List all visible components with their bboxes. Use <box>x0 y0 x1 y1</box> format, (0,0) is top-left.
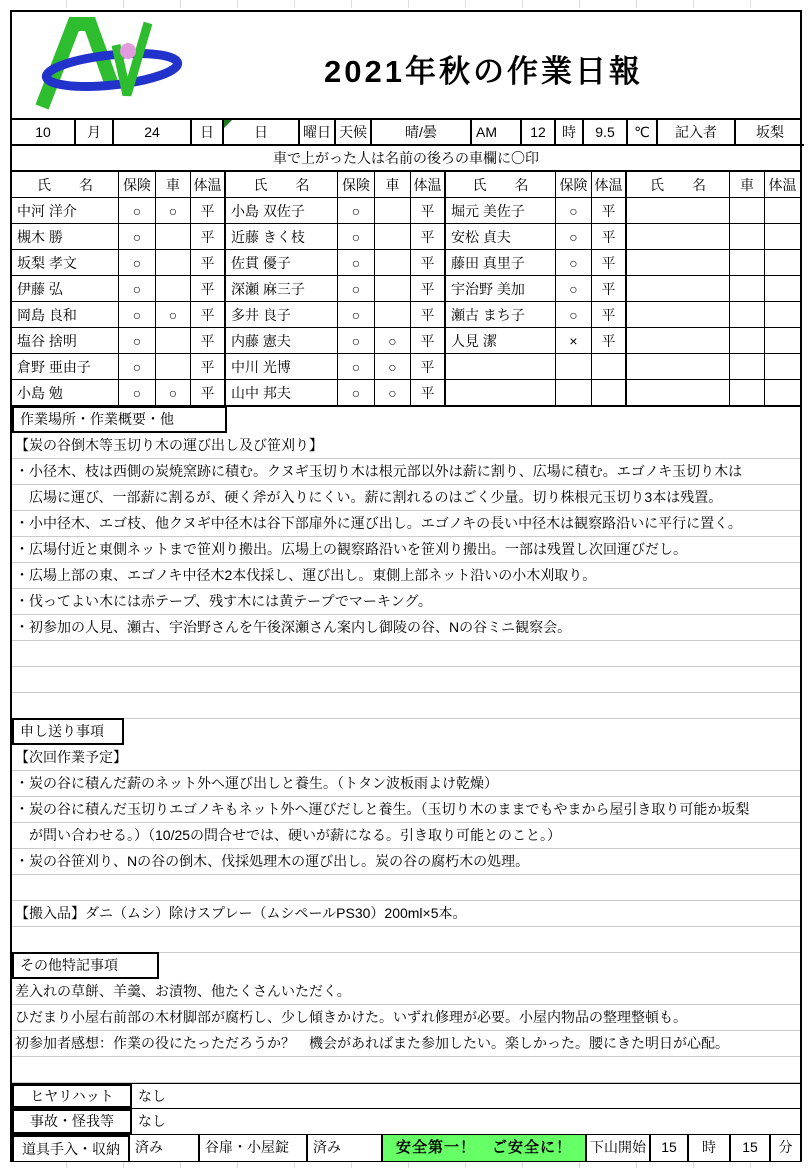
roster-car-cell <box>156 276 191 302</box>
roster-name-cell: 伊藤 弘 <box>12 276 119 302</box>
near-miss-value: なし <box>138 1088 166 1104</box>
roster-insurance-cell: ○ <box>556 276 592 302</box>
work-section-label: 作業場所・作業概要・他 <box>12 406 227 433</box>
roster-header-name: 氏 名 <box>627 172 730 198</box>
cell-corner-flag-icon <box>224 120 232 128</box>
page-title: 2021年秋の作業日報 <box>324 54 643 89</box>
roster-row <box>12 354 800 380</box>
roster-car-cell <box>375 302 411 328</box>
roster-temp-cell: 平 <box>191 302 226 328</box>
roster-name-cell: 人見 潔 <box>446 328 556 354</box>
roster-temp-cell: 平 <box>191 354 226 380</box>
roster-car-cell <box>156 250 191 276</box>
month-value-cell: 10 <box>12 120 76 146</box>
roster-car-cell <box>375 276 411 302</box>
roster-name-cell: 倉野 亜由子 <box>12 354 119 380</box>
roster-insurance-cell: ○ <box>119 302 156 328</box>
roster-name-cell <box>627 250 730 276</box>
roster-name-cell <box>627 354 730 380</box>
handover-text-line: 【次回作業予定】 <box>12 745 800 771</box>
other-text-line: ひだまり小屋右前部の木材脚部が腐朽し、少し傾きかけた。いずれ修理が必要。小屋内物品の整理整頓も。 <box>12 1005 800 1031</box>
roster-name-cell <box>627 328 730 354</box>
roster-temp-cell <box>765 224 800 250</box>
roster-header-car: 車 <box>730 172 765 198</box>
work-text-line: ・広場上部の東、エゴノキ中径木2本伐採し、運び出し。東側上部ネット沿いの小木刈取り。 <box>12 563 800 589</box>
roster-car-cell <box>156 328 191 354</box>
roster-temp-cell <box>765 250 800 276</box>
roster-insurance-cell: × <box>556 328 592 354</box>
grid-ticks-bottom <box>10 1162 802 1168</box>
roster-car-cell <box>730 250 765 276</box>
roster-name-cell: 藤田 真里子 <box>446 250 556 276</box>
other-text-line: 差入れの草餅、羊羹、お漬物、他たくさんいただく。 <box>12 979 800 1005</box>
roster-name-cell: 槻木 勝 <box>12 224 119 250</box>
handover-section-label: 申し送り事項 <box>12 718 124 745</box>
roster-header-insurance: 保険 <box>119 172 156 198</box>
roster-name-cell <box>446 354 556 380</box>
roster-car-cell <box>375 250 411 276</box>
descend-minute-value: 15 <box>731 1135 771 1161</box>
roster-temp-cell: 平 <box>411 302 446 328</box>
roster-name-cell: 佐貫 優子 <box>226 250 338 276</box>
roster-insurance-cell: ○ <box>119 224 156 250</box>
handover-section-body <box>12 745 800 953</box>
roster-car-cell: ○ <box>375 328 411 354</box>
roster-car-cell: ○ <box>375 354 411 380</box>
roster-temp-cell: 平 <box>411 328 446 354</box>
tool-care-label: 道具手入・収納 <box>12 1135 130 1161</box>
roster-insurance-cell: ○ <box>338 250 375 276</box>
roster-header-insurance: 保険 <box>338 172 375 198</box>
weekday-value-cell <box>224 120 300 146</box>
work-text-line: ・小径木、枝は西側の炭焼窯跡に積む。クヌギ玉切り木は根元部以外は薪に割り、広場に積む。エゴノキ玉切り木は <box>12 459 800 485</box>
roster-insurance-cell <box>556 354 592 380</box>
roster-insurance-cell: ○ <box>338 302 375 328</box>
roster-name-cell: 中河 洋介 <box>12 198 119 224</box>
roster-name-cell: 小島 双佐子 <box>226 198 338 224</box>
roster-car-cell: ○ <box>156 380 191 407</box>
roster-name-cell <box>627 198 730 224</box>
roster-temp-cell <box>765 380 800 407</box>
grid-ticks-top <box>10 0 802 8</box>
work-section-header <box>12 407 800 433</box>
work-text-line: ・初参加の人見、瀬古、宇治野さんを午後深瀬さん案内し御陵の谷、Nの谷ミニ観察会。 <box>12 615 800 641</box>
roster-insurance-cell: ○ <box>338 328 375 354</box>
roster-temp-cell: 平 <box>411 224 446 250</box>
roster-name-cell <box>627 276 730 302</box>
roster-car-cell <box>156 354 191 380</box>
bottom-status-row <box>12 1135 800 1161</box>
roster-name-cell: 堀元 美佐子 <box>446 198 556 224</box>
roster-header-name: 氏 名 <box>12 172 119 198</box>
handover-text-line <box>12 875 800 901</box>
handover-text-line: ・炭の谷笹刈り、Nの谷の倒木、伐採処理木の運び出し。炭の谷の腐朽木の処理。 <box>12 849 800 875</box>
roster-insurance-cell <box>556 380 592 407</box>
work-text-line <box>12 693 800 719</box>
roster-car-cell <box>730 276 765 302</box>
roster-temp-cell: 平 <box>191 328 226 354</box>
weather-value-cell: 晴/曇 <box>372 120 472 146</box>
roster-temp-cell: 平 <box>592 250 627 276</box>
roster-car-cell <box>730 224 765 250</box>
hour-value-cell: 12 <box>522 120 556 146</box>
roster-name-cell: 岡島 良和 <box>12 302 119 328</box>
roster-insurance-cell: ○ <box>119 276 156 302</box>
roster-name-cell: 坂梨 孝文 <box>12 250 119 276</box>
roster-insurance-cell: ○ <box>556 250 592 276</box>
month-label-cell: 月 <box>76 120 114 146</box>
roster-name-cell: 内藤 憲夫 <box>226 328 338 354</box>
roster-car-cell <box>730 328 765 354</box>
handover-section-header <box>12 719 800 745</box>
roster-row <box>12 250 800 276</box>
ampm-cell: AM <box>472 120 522 146</box>
roster-row <box>12 224 800 250</box>
work-text-line <box>12 667 800 693</box>
gate-lock-value: 済み <box>308 1135 383 1161</box>
work-text-line <box>12 641 800 667</box>
day-value-cell: 24 <box>114 120 192 146</box>
roster-temp-cell: 平 <box>411 250 446 276</box>
date-row <box>12 120 804 146</box>
roster-temp-cell <box>765 302 800 328</box>
roster-insurance-cell: ○ <box>119 380 156 407</box>
temperature-unit-cell: ℃ <box>628 120 658 146</box>
roster-insurance-cell: ○ <box>556 302 592 328</box>
roster-temp-cell <box>765 198 800 224</box>
roster-table <box>12 172 800 407</box>
roster-temp-cell: 平 <box>592 276 627 302</box>
handover-text-line: ・炭の谷に積んだ薪のネット外へ運び出しと養生。（トタン波板雨よけ乾燥） <box>12 771 800 797</box>
roster-header-insurance: 保険 <box>556 172 592 198</box>
roster-name-cell: 深瀬 麻三子 <box>226 276 338 302</box>
roster-temp-cell <box>592 380 627 407</box>
recorder-value-cell: 坂梨 <box>736 120 804 146</box>
org-logo <box>28 15 203 113</box>
handover-text-line: 【搬入品】ダニ（ムシ）除けスプレー（ムシペールPS30）200ml×5本。 <box>12 901 800 927</box>
roster-temp-cell: 平 <box>191 224 226 250</box>
roster-name-cell: 塩谷 捨明 <box>12 328 119 354</box>
roster-header-temp: 体温 <box>411 172 446 198</box>
roster-car-cell <box>730 198 765 224</box>
roster-car-cell: ○ <box>375 380 411 407</box>
accident-row <box>12 1109 800 1135</box>
work-text-line: 【炭の谷倒木等玉切り木の運び出し及び笹刈り】 <box>12 433 800 459</box>
handover-text-line: が問い合わせる。）（10/25の問合せでは、硬いが薪になる。引き取り可能とのこと。） <box>12 823 800 849</box>
accident-label: 事故・怪我等 <box>12 1109 132 1134</box>
roster-header-row <box>12 172 800 198</box>
work-text-line: ・小中径木、エゴ枝、他クヌギ中径木は谷下部扉外に運び出し。エゴノキの長い中径木は観察路沿いに平行に置く。 <box>12 511 800 537</box>
roster-insurance-cell: ○ <box>119 328 156 354</box>
report-frame <box>10 10 802 1163</box>
roster-car-cell: ○ <box>156 198 191 224</box>
weekday-label-cell: 曜日 <box>300 120 336 146</box>
report-header <box>12 12 800 120</box>
hour-label-cell: 時 <box>556 120 584 146</box>
weather-label-cell: 天候 <box>336 120 372 146</box>
roster-row <box>12 198 800 224</box>
roster-header-temp: 体温 <box>765 172 800 198</box>
roster-insurance-cell: ○ <box>119 198 156 224</box>
roster-temp-cell: 平 <box>592 198 627 224</box>
roster-insurance-cell: ○ <box>556 224 592 250</box>
roster-name-cell: 山中 邦夫 <box>226 380 338 407</box>
roster-car-cell <box>375 198 411 224</box>
roster-temp-cell: 平 <box>411 276 446 302</box>
roster-name-cell <box>627 224 730 250</box>
handover-text-line: ・炭の谷に積んだ玉切りエゴノキもネット外へ運びだしと養生。（玉切り木のままでもやまから屋引き取り可能か坂梨 <box>12 797 800 823</box>
roster-temp-cell <box>765 354 800 380</box>
work-section-body <box>12 433 800 719</box>
descend-hour-unit: 時 <box>689 1135 731 1161</box>
safety-banner: 安全第一！ ご安全に！ <box>383 1135 587 1161</box>
roster-name-cell <box>627 380 730 407</box>
roster-temp-cell: 平 <box>592 302 627 328</box>
roster-car-cell <box>730 380 765 407</box>
tool-care-value: 済み <box>130 1135 200 1161</box>
roster-header-name: 氏 名 <box>446 172 556 198</box>
near-miss-row <box>12 1083 800 1109</box>
roster-name-cell: 中川 光博 <box>226 354 338 380</box>
other-section-label: その他特記事項 <box>12 952 159 979</box>
roster-name-cell: 小島 勉 <box>12 380 119 407</box>
roster-header-car: 車 <box>375 172 411 198</box>
day-label-cell: 日 <box>192 120 224 146</box>
accident-value: なし <box>138 1113 166 1129</box>
roster-temp-cell: 平 <box>411 354 446 380</box>
other-section-header <box>12 953 800 979</box>
roster-name-cell: 宇治野 美加 <box>446 276 556 302</box>
roster-insurance-cell: ○ <box>338 276 375 302</box>
roster-name-cell: 瀬古 まち子 <box>446 302 556 328</box>
work-text-line: ・伐ってよい木には赤テープ、残す木には黄テープでマーキング。 <box>12 589 800 615</box>
roster-temp-cell: 平 <box>191 250 226 276</box>
roster-car-cell <box>730 354 765 380</box>
weekday-value: 日 <box>254 124 268 140</box>
descend-minute-unit: 分 <box>778 1139 793 1155</box>
handover-text-line <box>12 927 800 953</box>
other-text-line: 初参加者感想：作業の役にたっただろうか？ 機会があればまた参加したい。楽しかった。腰にきた明日が心配。 <box>12 1031 800 1057</box>
roster-name-cell <box>446 380 556 407</box>
near-miss-label: ヒヤリハット <box>12 1084 132 1108</box>
roster-insurance-cell: ○ <box>338 354 375 380</box>
roster-insurance-cell: ○ <box>119 354 156 380</box>
roster-insurance-cell: ○ <box>119 250 156 276</box>
logo-pink-dot <box>120 43 136 59</box>
roster-temp-cell: 平 <box>411 198 446 224</box>
descend-start-label: 下山開始 <box>587 1135 651 1161</box>
roster-insurance-cell: ○ <box>338 198 375 224</box>
car-mark-note: 車で上がった人は名前の後ろの車欄に〇印 <box>12 146 800 172</box>
roster-row <box>12 276 800 302</box>
gate-lock-label: 谷扉・小屋錠 <box>200 1135 308 1161</box>
work-text-line: ・広場付近と東側ネットまで笹刈り搬出。広場上の観察路沿いを笹刈り搬出。一部は残置し次回運びだし。 <box>12 537 800 563</box>
recorder-label-cell: 記入者 <box>658 120 736 146</box>
roster-temp-cell: 平 <box>592 224 627 250</box>
descend-hour-value: 15 <box>651 1135 689 1161</box>
roster-car-cell: ○ <box>156 302 191 328</box>
roster-temp-cell: 平 <box>592 328 627 354</box>
roster-header-name: 氏 名 <box>226 172 338 198</box>
roster-header-car: 車 <box>156 172 191 198</box>
roster-name-cell <box>627 302 730 328</box>
roster-temp-cell: 平 <box>191 198 226 224</box>
roster-header-temp: 体温 <box>191 172 226 198</box>
roster-temp-cell <box>765 328 800 354</box>
other-text-line <box>12 1057 800 1083</box>
work-text-line: 広場に運び、一部薪に割るが、硬く斧が入りにくい。薪に割れるのはごく少量。切り株根元玉切り3本は残置。 <box>12 485 800 511</box>
roster-name-cell: 多井 良子 <box>226 302 338 328</box>
roster-temp-cell <box>765 276 800 302</box>
roster-header-temp: 体温 <box>592 172 627 198</box>
roster-temp-cell <box>592 354 627 380</box>
roster-temp-cell: 平 <box>191 276 226 302</box>
roster-row <box>12 328 800 354</box>
roster-row <box>12 302 800 328</box>
other-section-body <box>12 979 800 1083</box>
roster-insurance-cell: ○ <box>338 380 375 407</box>
roster-car-cell <box>156 224 191 250</box>
temperature-value-cell: 9.5 <box>584 120 628 146</box>
roster-temp-cell: 平 <box>411 380 446 407</box>
roster-temp-cell: 平 <box>191 380 226 407</box>
roster-car-cell <box>375 224 411 250</box>
roster-insurance-cell: ○ <box>556 198 592 224</box>
roster-row <box>12 380 800 407</box>
roster-name-cell: 安松 貞夫 <box>446 224 556 250</box>
roster-name-cell: 近藤 きく枝 <box>226 224 338 250</box>
roster-insurance-cell: ○ <box>338 224 375 250</box>
roster-car-cell <box>730 302 765 328</box>
